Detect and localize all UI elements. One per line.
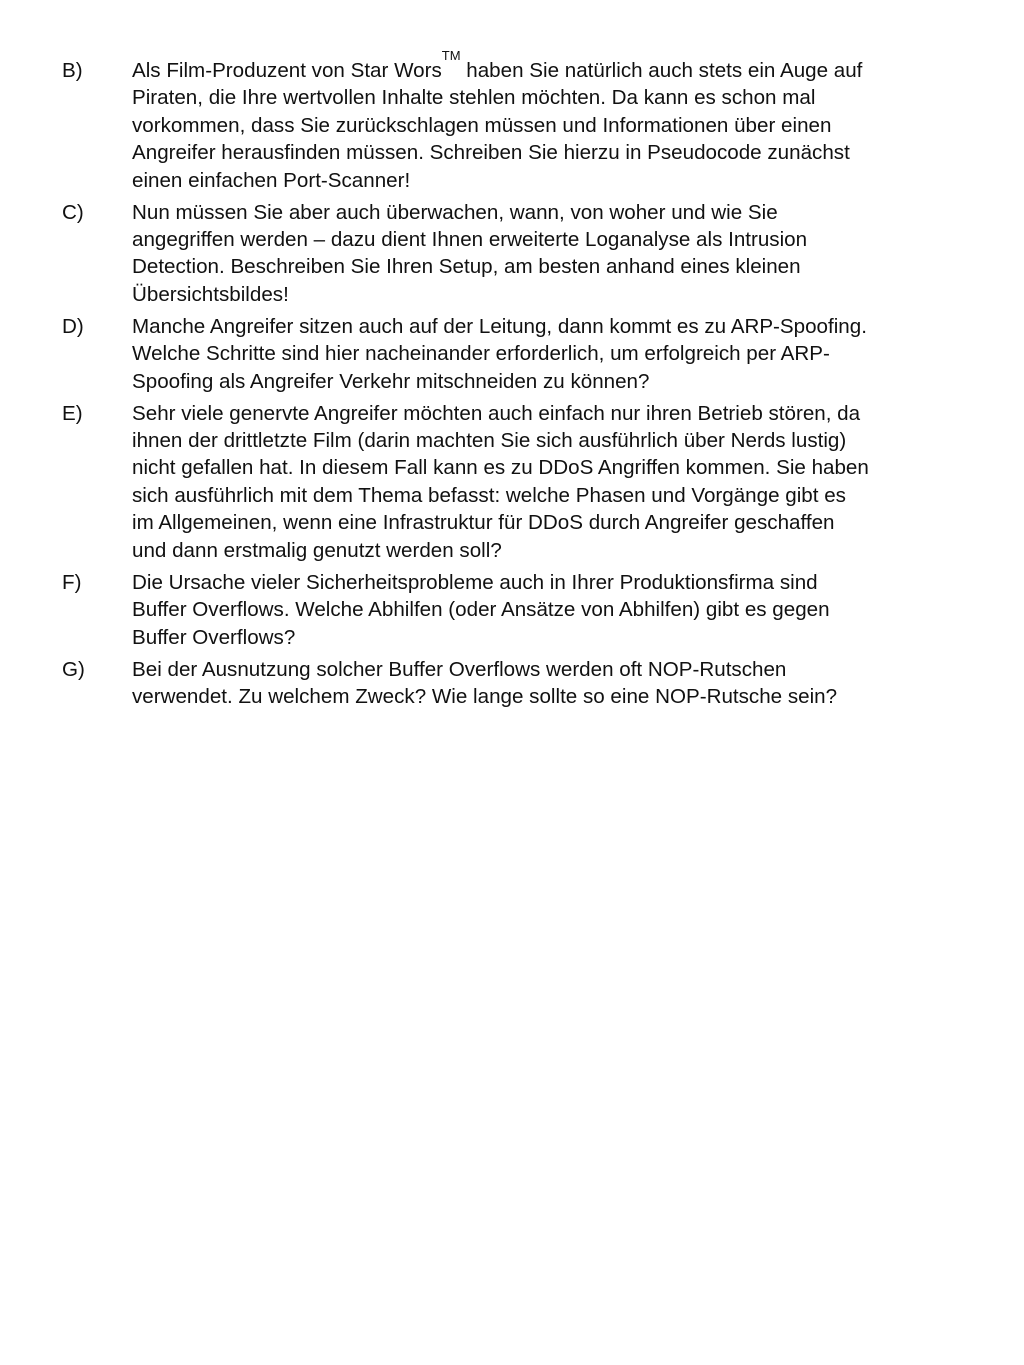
question-line: Detection. Beschreiben Sie Ihren Setup, am besten anhand eines kleinen <box>132 255 801 279</box>
question-e <box>62 400 962 564</box>
question-line: Angreifer herausfinden müssen. Schreiben Sie hierzu in Pseudocode zunächst <box>132 141 850 165</box>
question-line: im Allgemeinen, wenn eine Infrastruktur für DDoS durch Angreifer geschaffen <box>132 511 835 535</box>
question-marker: C) <box>62 200 84 224</box>
question-line <box>132 48 962 84</box>
question-text <box>132 656 962 711</box>
question-line: Manche Angreifer sitzen auch auf der Leitung, dann kommt es zu ARP-Spoofing. <box>132 314 867 338</box>
question-marker: D) <box>62 314 84 338</box>
question-line: Übersichtsbildes! <box>132 282 289 306</box>
question-line: Die Ursache vieler Sicherheitsprobleme auch in Ihrer Produktionsfirma sind <box>132 570 818 594</box>
question-line: vorkommen, dass Sie zurückschlagen müssen und Informationen über einen <box>132 113 832 137</box>
question-text <box>132 400 962 564</box>
question-text <box>132 569 962 651</box>
text-segment: Als Film-Produzent von Star Wors <box>132 59 442 82</box>
question-line: Buffer Overflows? <box>132 625 296 649</box>
question-line: nicht gefallen hat. In diesem Fall kann es zu DDoS Angriffen kommen. Sie haben <box>132 456 869 480</box>
question-line: sich ausführlich mit dem Thema befasst: welche Phasen und Vorgänge gibt es <box>132 483 846 507</box>
text-segment: haben Sie natürlich auch stets ein Auge auf <box>460 59 863 82</box>
question-line: und dann erstmalig genutzt werden soll? <box>132 538 502 562</box>
question-line: Piraten, die Ihre wertvollen Inhalte stehlen möchten. Da kann es schon mal <box>132 86 816 110</box>
question-line: einen einfachen Port-Scanner! <box>132 168 411 192</box>
question-marker: E) <box>62 401 83 425</box>
question-line: angegriffen werden – dazu dient Ihnen erweiterte Loganalyse als Intrusion <box>132 228 808 252</box>
question-b <box>62 48 962 194</box>
question-marker: G) <box>62 657 85 681</box>
question-text <box>132 199 962 309</box>
question-c <box>62 199 962 309</box>
question-line: Spoofing als Angreifer Verkehr mitschneiden zu können? <box>132 369 650 393</box>
question-line: Bei der Ausnutzung solcher Buffer Overflows werden oft NOP-Rutschen <box>132 657 787 681</box>
question-list <box>62 48 962 715</box>
question-d <box>62 313 962 395</box>
question-line: verwendet. Zu welchem Zweck? Wie lange sollte so eine NOP-Rutsche sein? <box>132 684 838 708</box>
question-text <box>132 313 962 395</box>
question-line: Nun müssen Sie aber auch überwachen, wann, von woher und wie Sie <box>132 200 778 224</box>
question-line: Buffer Overflows. Welche Abhilfen (oder Ansätze von Abhilfen) gibt es gegen <box>132 598 830 622</box>
question-marker: F) <box>62 570 82 594</box>
question-line: Sehr viele genervte Angreifer möchten auch einfach nur ihren Betrieb stören, da <box>132 401 861 425</box>
question-marker: B) <box>62 59 83 82</box>
question-text <box>132 48 962 194</box>
question-line: ihnen der drittletzte Film (darin machten Sie sich ausführlich über Nerds lustig) <box>132 429 847 453</box>
trademark-superscript: TM <box>441 48 461 64</box>
question-line: Welche Schritte sind hier nacheinander erforderlich, um erfolgreich per ARP- <box>132 342 830 366</box>
question-g <box>62 656 962 711</box>
question-f <box>62 569 962 651</box>
